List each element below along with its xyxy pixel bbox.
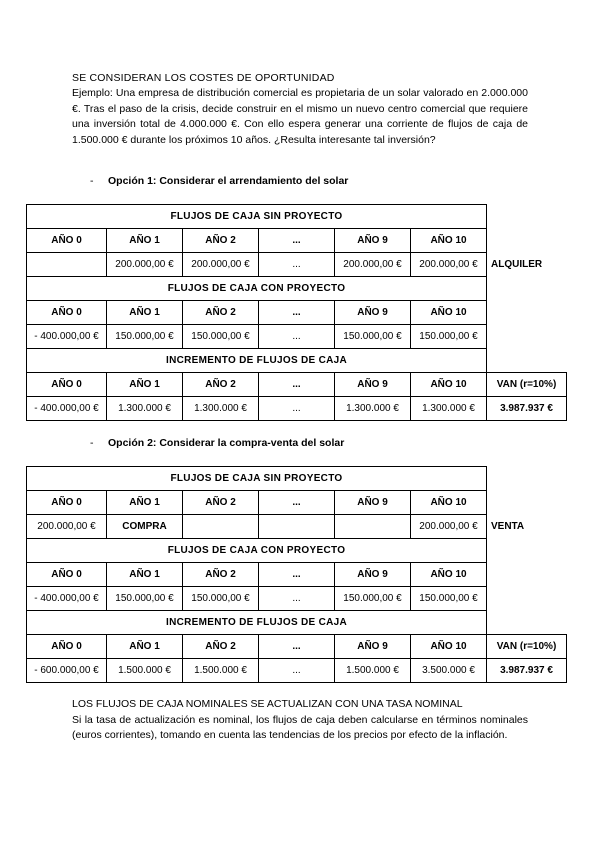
table-header-cell: AÑO 1 xyxy=(107,301,183,325)
option2-table xyxy=(26,466,567,683)
table-header-cell: AÑO 9 xyxy=(335,491,411,515)
table-header-cell: AÑO 10 xyxy=(411,373,487,397)
table-header-cell: AÑO 1 xyxy=(107,635,183,659)
table-cell: ... xyxy=(259,325,335,349)
intro-title: SE CONSIDERAN LOS COSTES DE OPORTUNIDAD xyxy=(72,72,335,84)
table-cell: ... xyxy=(259,587,335,611)
table-header-cell: ... xyxy=(259,301,335,325)
option2-van-value: 3.987.937 € xyxy=(487,659,567,683)
table-header-cell: AÑO 2 xyxy=(183,491,259,515)
table-cell: - 600.000,00 € xyxy=(27,659,107,683)
table-header-cell: AÑO 10 xyxy=(411,229,487,253)
table-header-cell: AÑO 0 xyxy=(27,229,107,253)
table-header-cell: AÑO 1 xyxy=(107,373,183,397)
option1-heading: Opción 1: Considerar el arrendamiento del solar xyxy=(108,175,349,187)
table-header-cell: AÑO 1 xyxy=(107,491,183,515)
table-cell xyxy=(183,515,259,539)
table-header-cell: AÑO 0 xyxy=(27,491,107,515)
table-header-cell: ... xyxy=(259,491,335,515)
table-header-cell: AÑO 0 xyxy=(27,563,107,587)
table-cell: 150.000,00 € xyxy=(335,325,411,349)
table-cell: - 400.000,00 € xyxy=(27,397,107,421)
table-cell xyxy=(335,515,411,539)
table-header-cell: AÑO 2 xyxy=(183,301,259,325)
table-cell xyxy=(27,253,107,277)
table-header-cell: AÑO 0 xyxy=(27,635,107,659)
option1-table xyxy=(26,204,567,421)
option2-bullet: - xyxy=(90,437,94,449)
table-cell: 200.000,00 € xyxy=(411,253,487,277)
option1-van-label: VAN (r=10%) xyxy=(487,373,567,397)
option2-side-label: VENTA xyxy=(487,515,567,539)
option2-con-title: FLUJOS DE CAJA CON PROYECTO xyxy=(27,539,487,563)
table-cell: 150.000,00 € xyxy=(107,587,183,611)
table-cell: 150.000,00 € xyxy=(107,325,183,349)
option1-sin-title: FLUJOS DE CAJA SIN PROYECTO xyxy=(27,205,487,229)
table-header-cell: AÑO 2 xyxy=(183,373,259,397)
option1-con-title: FLUJOS DE CAJA CON PROYECTO xyxy=(27,277,487,301)
table-header-cell: ... xyxy=(259,229,335,253)
option1-side-label: ALQUILER xyxy=(487,253,567,277)
table-header-cell: AÑO 1 xyxy=(107,563,183,587)
table-header-cell: AÑO 2 xyxy=(183,563,259,587)
table-header-cell: AÑO 9 xyxy=(335,301,411,325)
table-cell: 1.500.000 € xyxy=(107,659,183,683)
table-header-cell: AÑO 10 xyxy=(411,635,487,659)
table-cell xyxy=(259,515,335,539)
table-cell: ... xyxy=(259,659,335,683)
table-cell: 1.300.000 € xyxy=(107,397,183,421)
table-cell: 1.500.000 € xyxy=(183,659,259,683)
intro-paragraph: Ejemplo: Una empresa de distribución comercial es propietaria de un solar valorado en 2.000.000 €. Tras el paso de la crisis, decide construir en el mismo un nuevo centro comercial que requiere una inversión total de 4.000.000 €. Con ello espera generar una corriente de flujos de caja de 1.500.000 € durante los próximos 10 años. ¿Resulta interesante tal inversión? xyxy=(72,87,528,146)
option2-heading: Opción 2: Considerar la compra-venta del solar xyxy=(108,437,345,449)
table-cell: ... xyxy=(259,253,335,277)
table-header-cell: AÑO 1 xyxy=(107,229,183,253)
table-header-cell: AÑO 2 xyxy=(183,229,259,253)
table-header-cell: AÑO 9 xyxy=(335,373,411,397)
table-cell: 200.000,00 € xyxy=(183,253,259,277)
table-header-cell: AÑO 10 xyxy=(411,491,487,515)
table-cell: 200.000,00 € xyxy=(107,253,183,277)
table-cell: 150.000,00 € xyxy=(183,587,259,611)
table-header-cell: AÑO 9 xyxy=(335,635,411,659)
table-cell: 1.300.000 € xyxy=(411,397,487,421)
option1-heading-line xyxy=(90,175,348,187)
option1-incr-title: INCREMENTO DE FLUJOS DE CAJA xyxy=(27,349,487,373)
table-cell: 150.000,00 € xyxy=(183,325,259,349)
option1-bullet: - xyxy=(90,175,94,187)
table-cell: 150.000,00 € xyxy=(335,587,411,611)
option2-van-label: VAN (r=10%) xyxy=(487,635,567,659)
table-cell: 200.000,00 € xyxy=(335,253,411,277)
option2-incr-title: INCREMENTO DE FLUJOS DE CAJA xyxy=(27,611,487,635)
option2-heading-line xyxy=(90,437,344,449)
footer-block xyxy=(72,697,528,744)
footer-title: LOS FLUJOS DE CAJA NOMINALES SE ACTUALIZAN CON UNA TASA NOMINAL xyxy=(72,698,463,710)
option2-sin-title: FLUJOS DE CAJA SIN PROYECTO xyxy=(27,467,487,491)
table-cell: 200.000,00 € xyxy=(27,515,107,539)
table-cell: 1.300.000 € xyxy=(183,397,259,421)
table-header-cell: ... xyxy=(259,563,335,587)
table-cell: 150.000,00 € xyxy=(411,587,487,611)
table-header-cell: ... xyxy=(259,373,335,397)
table-header-cell: AÑO 10 xyxy=(411,563,487,587)
table-header-cell: AÑO 9 xyxy=(335,229,411,253)
footer-paragraph: Si la tasa de actualización es nominal, los flujos de caja deben calcularse en términos nominales (euros corrientes), tomando en cuenta las tendencias de los precios por efecto de la inflación. xyxy=(72,713,528,741)
table-cell: - 400.000,00 € xyxy=(27,587,107,611)
option1-van-value: 3.987.937 € xyxy=(487,397,567,421)
table-cell: - 400.000,00 € xyxy=(27,325,107,349)
table-header-cell: ... xyxy=(259,635,335,659)
table-header-cell: AÑO 9 xyxy=(335,563,411,587)
table-header-cell: AÑO 0 xyxy=(27,373,107,397)
table-cell: COMPRA xyxy=(107,515,183,539)
table-cell: 3.500.000 € xyxy=(411,659,487,683)
table-header-cell: AÑO 10 xyxy=(411,301,487,325)
table-cell: 1.300.000 € xyxy=(335,397,411,421)
table-cell: ... xyxy=(259,397,335,421)
table-header-cell: AÑO 0 xyxy=(27,301,107,325)
table-cell: 200.000,00 € xyxy=(411,515,487,539)
table-header-cell: AÑO 2 xyxy=(183,635,259,659)
table-cell: 150.000,00 € xyxy=(411,325,487,349)
table-cell: 1.500.000 € xyxy=(335,659,411,683)
